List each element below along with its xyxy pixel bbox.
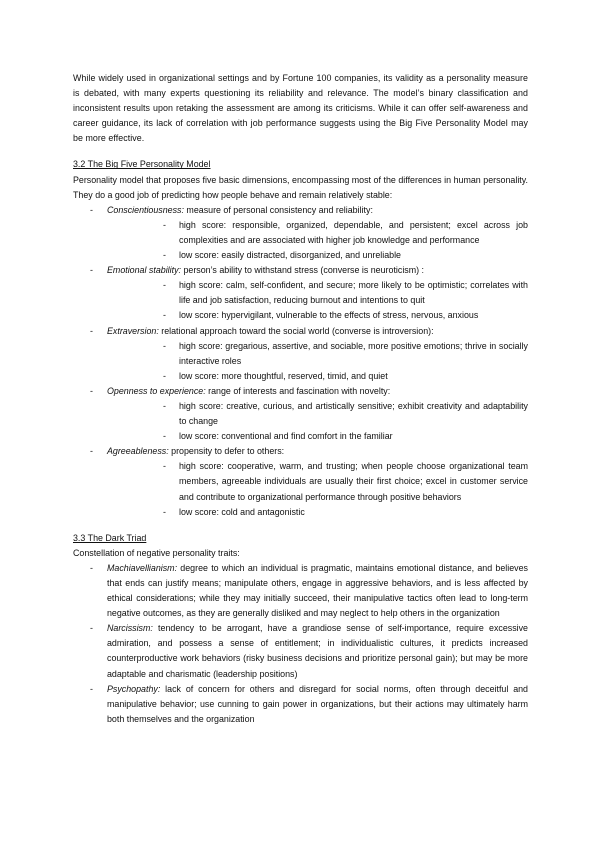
trait-term: Narcissism: xyxy=(107,623,153,634)
trait-narcissism xyxy=(73,621,528,681)
low-score-item: - low score: conventional and find comfort in the familiar xyxy=(107,429,528,444)
trait-term: Psychopathy: xyxy=(107,683,161,694)
trait-term: Extraversion: xyxy=(107,325,159,336)
big-five-description: Personality model that proposes five basic dimensions, encompassing most of the differences in human personality. They do a good job of predicting how people behave and remain relatively stable: xyxy=(73,174,528,200)
trait-term: Openness to experience: xyxy=(107,385,206,396)
dark-triad-heading: 3.3 The Dark Triad xyxy=(73,532,147,543)
trait-emotional-stability xyxy=(73,263,528,323)
trait-term: Machiavellianism: xyxy=(107,562,178,573)
trait-psychopathy xyxy=(73,682,528,727)
low-score-item: - low score: hypervigilant, vulnerable to the effects of stress, nervous, anxious xyxy=(107,308,528,323)
trait-openness xyxy=(73,384,528,444)
trait-definition: relational approach toward the social world (converse is introversion): xyxy=(158,325,434,336)
high-score-item: - high score: gregarious, assertive, and sociable, more positive emotions; thrive in socially interactive roles xyxy=(107,339,528,369)
trait-term: Emotional stability: xyxy=(107,265,181,276)
trait-extraversion xyxy=(73,324,528,384)
high-score-item: - high score: cooperative, warm, and trusting; when people choose organizational team members, agreeable individuals are usually their first choice; excel in customer service and contribute to organizational performance through positive behaviors xyxy=(107,459,528,504)
trait-definition: degree to which an individual is pragmatic, maintains emotional distance, and believes that ends can justify means; manipulate others, engage in aggressive behaviors, and is less affected by ethical considerations; while they may initially succeed, their manipulative tactics often lead to long-term negative outcomes, as they are generally disliked and may neglect to help others in the organization xyxy=(107,562,528,619)
intro-paragraph: While widely used in organizational settings and by Fortune 100 companies, its validity as a personality measure is debated, with many experts questioning its reliability and relevance. The model’s binary classification and inconsistent results upon retaking the assessment are among its criticisms. While it can offer self-awareness and career guidance, its lack of correlation with job performance suggests using the Big Five Personality Model may be more effective. xyxy=(73,73,528,144)
high-score-item: - high score: creative, curious, and artistically sensitive; exhibit creativity and adaptability to change xyxy=(107,399,528,429)
trait-term: Agreeableness: xyxy=(107,446,169,457)
trait-conscientiousness xyxy=(73,203,528,263)
big-five-list xyxy=(73,203,528,520)
trait-definition: measure of personal consistency and reliability: xyxy=(183,204,373,215)
trait-machiavellianism xyxy=(73,561,528,621)
high-score-item: - high score: responsible, organized, dependable, and persistent; excel across job complexities and are associated with higher job knowledge and performance xyxy=(107,218,528,248)
trait-definition: propensity to defer to others: xyxy=(168,446,285,457)
trait-agreeableness xyxy=(73,444,528,519)
trait-term: Conscientiousness: xyxy=(107,204,184,215)
trait-definition: lack of concern for others and disregard for social norms, often through deceitful and manipulative behavior; use cunning to gain power in organizations, but their actions may ultimately harm both themselves and the organization xyxy=(107,683,528,724)
low-score-item: - low score: more thoughtful, reserved, timid, and quiet xyxy=(107,369,528,384)
trait-definition: range of interests and fascination with novelty: xyxy=(205,385,391,396)
low-score-item: - low score: easily distracted, disorganized, and unreliable xyxy=(107,248,528,263)
big-five-heading: 3.2 The Big Five Personality Model xyxy=(73,159,211,170)
dark-triad-list xyxy=(73,561,528,727)
trait-definition: tendency to be arrogant, have a grandiose sense of self-importance, require excessive admiration, and possess a sense of entitlement; in individualistic cultures, it predicts increased counterproductive work behaviors (risky business decisions and prioritize personal gain); but may be more adaptable and charismatic (leadership positions) xyxy=(107,623,528,679)
low-score-item: - low score: cold and antagonistic xyxy=(107,505,528,520)
high-score-item: - high score: calm, self-confident, and secure; more likely to be optimistic; correlates with life and job satisfaction, reducing burnout and intentions to quit xyxy=(107,278,528,308)
dark-triad-description: Constellation of negative personality traits: xyxy=(73,547,240,558)
trait-definition: person’s ability to withstand stress (converse is neuroticism) : xyxy=(181,265,425,276)
